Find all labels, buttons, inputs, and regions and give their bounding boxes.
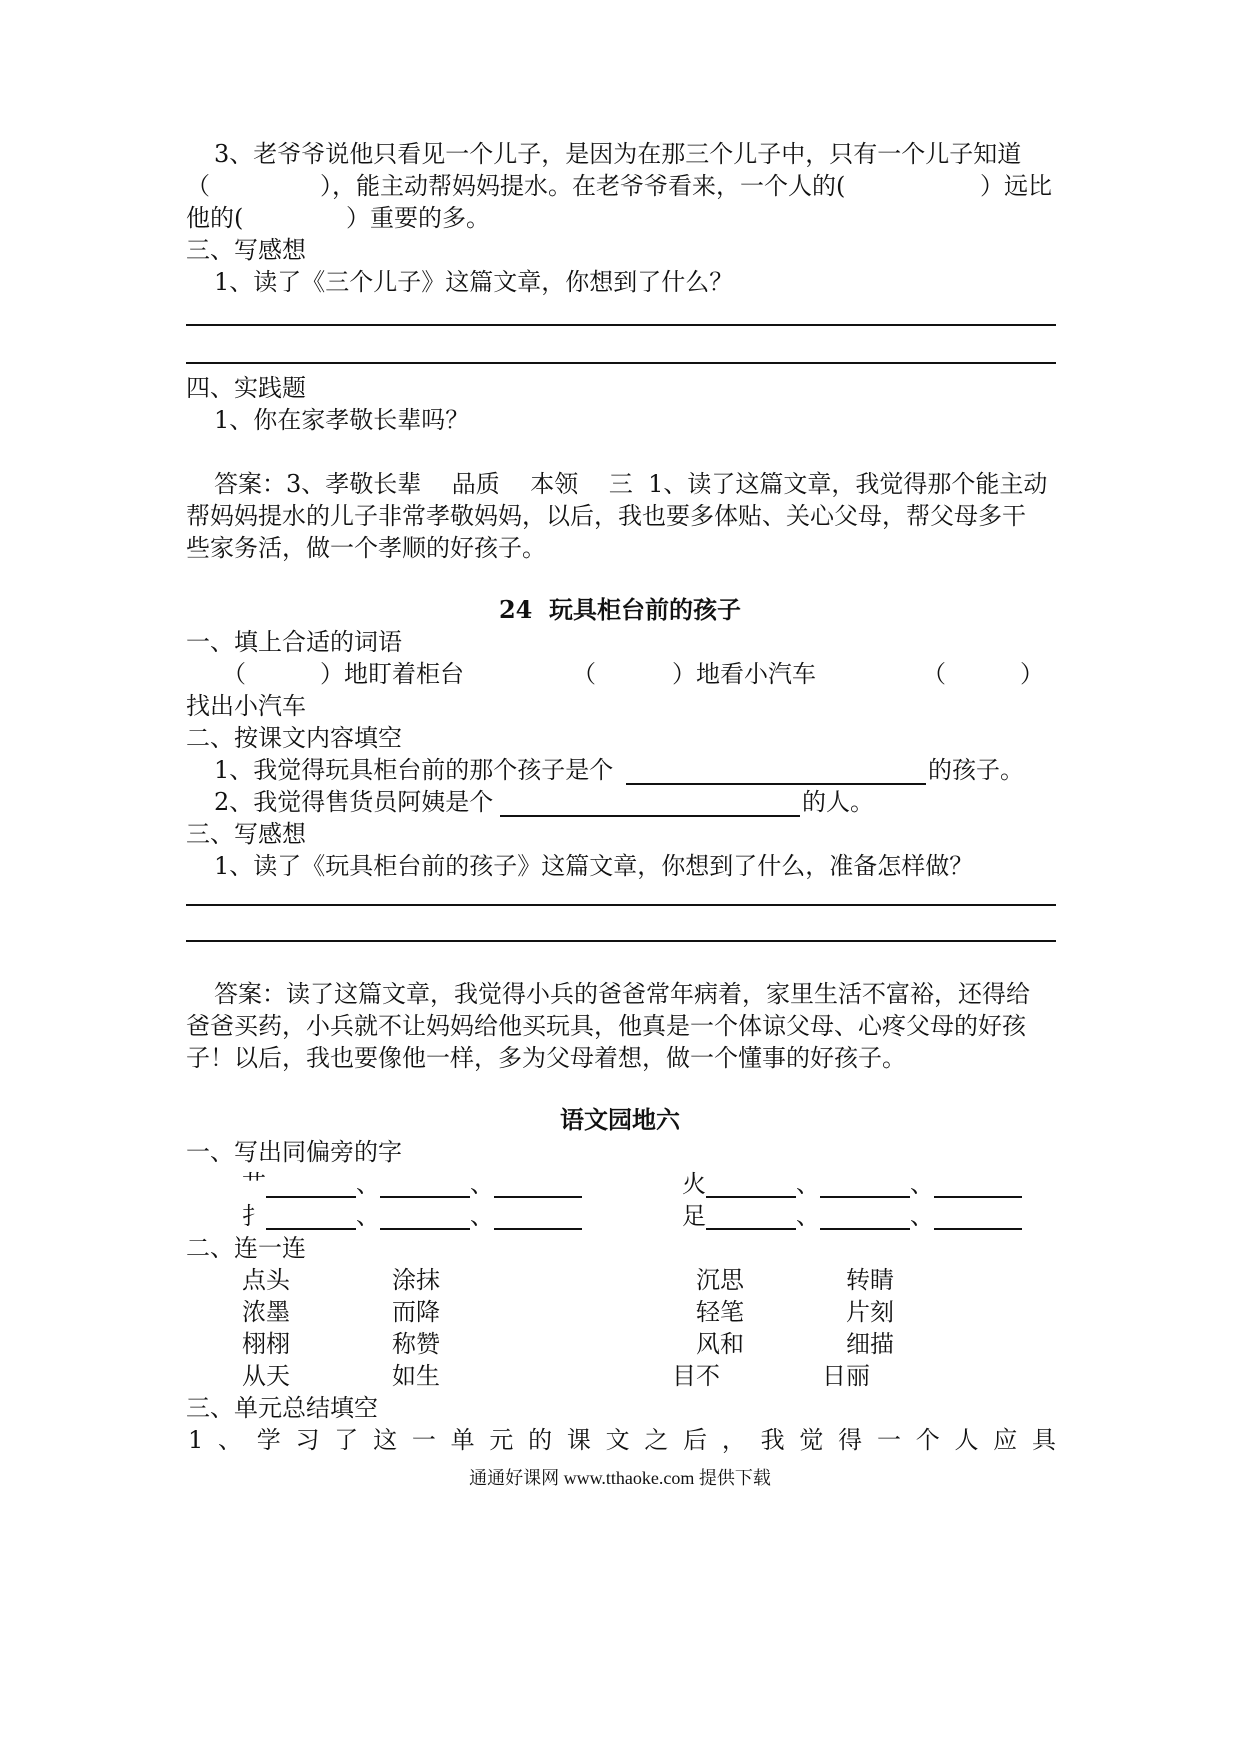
fill-paren-a-open: （	[222, 660, 246, 688]
match-r1-c4: 转睛	[846, 1266, 894, 1294]
match-r2-c3: 轻笔	[696, 1298, 744, 1326]
lesson24-s2-heading: 二、按课文内容填空	[186, 724, 402, 752]
match-r2-c1: 浓墨	[242, 1298, 290, 1326]
radical-foot-blank-2[interactable]	[820, 1228, 910, 1230]
answer-rule-3	[186, 904, 1056, 906]
fill-paren-a-text: ）地盯着柜台	[320, 660, 464, 688]
garden6-s2-heading: 二、连一连	[186, 1234, 306, 1262]
lesson24-s1-heading: 一、填上合适的词语	[186, 628, 402, 656]
sep: 、	[796, 1170, 820, 1198]
heading-practice: 四、实践题	[186, 374, 306, 402]
q3-line2-end: ）远比	[980, 172, 1052, 200]
radical-fire-blank-2[interactable]	[820, 1196, 910, 1198]
q3-paren-open: （	[186, 172, 210, 200]
lesson24-s2-q2-end: 的人。	[802, 788, 874, 816]
sep: 、	[470, 1170, 494, 1198]
fill-paren-b-text: ）地看小汽车	[672, 660, 816, 688]
fill-line2: 找出小汽车	[186, 692, 306, 720]
match-r4-c1: 从天	[242, 1362, 290, 1390]
answer-line-1: 答案：3、孝敬长辈 品质 本领 三 1、读了这篇文章，我觉得那个能主动	[214, 470, 1048, 498]
radical-grass: 艹	[242, 1170, 266, 1198]
radical-grass-blank-1[interactable]	[266, 1196, 356, 1198]
radical-fire-blank-3[interactable]	[934, 1196, 1022, 1198]
blank-q1[interactable]	[626, 783, 926, 785]
lesson24-answer-2: 爸爸买药，小兵就不让妈妈给他买玩具，他真是一个体谅父母、心疼父母的好孩	[186, 1012, 1026, 1040]
radical-grass-blank-3[interactable]	[494, 1196, 582, 1198]
lesson24-s2-q2: 2、我觉得售货员阿姨是个	[214, 788, 494, 816]
lesson24-s3-q1: 1、读了《玩具柜台前的孩子》这篇文章，你想到了什么，准备怎样做？	[214, 852, 974, 880]
fill-paren-c-close: ）	[1020, 660, 1044, 688]
radical-fire: 火	[682, 1170, 706, 1198]
question-practice: 1、你在家孝敬长辈吗？	[214, 406, 470, 434]
garden6-s3-heading: 三、单元总结填空	[186, 1394, 378, 1422]
blank-q2[interactable]	[500, 815, 800, 817]
radical-hand-blank-2[interactable]	[380, 1228, 470, 1230]
lesson24-s3-heading: 三、写感想	[186, 820, 306, 848]
question-thoughts: 1、读了《三个儿子》这篇文章，你想到了什么？	[214, 268, 734, 296]
fill-paren-b-open: （	[572, 660, 596, 688]
radical-foot: 足	[682, 1202, 706, 1230]
q3-line3-start: 他的(	[186, 204, 244, 232]
match-r1-c3: 沉思	[696, 1266, 744, 1294]
match-r3-c2: 称赞	[392, 1330, 440, 1358]
match-r4-c4: 日丽	[822, 1362, 870, 1390]
sep: 、	[910, 1170, 934, 1198]
answer-rule-2	[186, 362, 1056, 364]
sep: 、	[910, 1202, 934, 1230]
radical-fire-blank-1[interactable]	[706, 1196, 796, 1198]
garden6-title: 语文园地六	[560, 1105, 680, 1134]
sep: 、	[356, 1170, 380, 1198]
sep: 、	[356, 1202, 380, 1230]
q3-line2: ），能主动帮妈妈提水。在老爷爷看来，一个人的(	[320, 172, 846, 200]
sep: 、	[470, 1202, 494, 1230]
radical-foot-blank-3[interactable]	[934, 1228, 1022, 1230]
radical-hand: 扌	[242, 1202, 266, 1230]
garden6-s3-q1: 1、学习了这一单元的课文之后，我觉得一个人应具	[188, 1426, 1056, 1454]
answer-rule-1	[186, 324, 1056, 326]
answer-line-2: 帮妈妈提水的儿子非常孝敬妈妈，以后，我也要多体贴、关心父母，帮父母多干	[186, 502, 1026, 530]
match-r3-c4: 细描	[846, 1330, 894, 1358]
lesson24-s2-q1: 1、我觉得玩具柜台前的那个孩子是个	[214, 756, 614, 784]
answer-line-3: 些家务活，做一个孝顺的好孩子。	[186, 534, 546, 562]
radical-foot-blank-1[interactable]	[706, 1228, 796, 1230]
q3-line3-end: ）重要的多。	[346, 204, 490, 232]
answer-rule-4	[186, 940, 1056, 942]
match-r3-c3: 风和	[696, 1330, 744, 1358]
q3-line1: 3、老爷爷说他只看见一个儿子，是因为在那三个儿子中，只有一个儿子知道	[214, 140, 1022, 168]
match-r3-c1: 栩栩	[242, 1330, 290, 1358]
lesson24-answer-1: 答案：读了这篇文章，我觉得小兵的爸爸常年病着，家里生活不富裕，还得给	[214, 980, 1030, 1008]
lesson24-s2-q1-end: 的孩子。	[928, 756, 1024, 784]
heading-write-thoughts: 三、写感想	[186, 236, 306, 264]
match-r4-c2: 如生	[392, 1362, 440, 1390]
lesson24-answer-3: 子！以后，我也要像他一样，多为父母着想，做一个懂事的好孩子。	[186, 1044, 906, 1072]
match-r2-c4: 片刻	[846, 1298, 894, 1326]
fill-paren-c-open: （	[922, 660, 946, 688]
radical-hand-blank-1[interactable]	[266, 1228, 356, 1230]
garden6-s1-heading: 一、写出同偏旁的字	[186, 1138, 402, 1166]
sep: 、	[796, 1202, 820, 1230]
match-r1-c2: 涂抹	[392, 1266, 440, 1294]
match-r1-c1: 点头	[242, 1266, 290, 1294]
radical-grass-blank-2[interactable]	[380, 1196, 470, 1198]
radical-hand-blank-3[interactable]	[494, 1228, 582, 1230]
match-r2-c2: 而降	[392, 1298, 440, 1326]
lesson24-title: 24 玩具柜台前的孩子	[498, 595, 742, 624]
match-r4-c3: 目不	[672, 1362, 720, 1390]
page-footer: 通通好课网 www.tthaoke.com 提供下载	[469, 1468, 771, 1488]
